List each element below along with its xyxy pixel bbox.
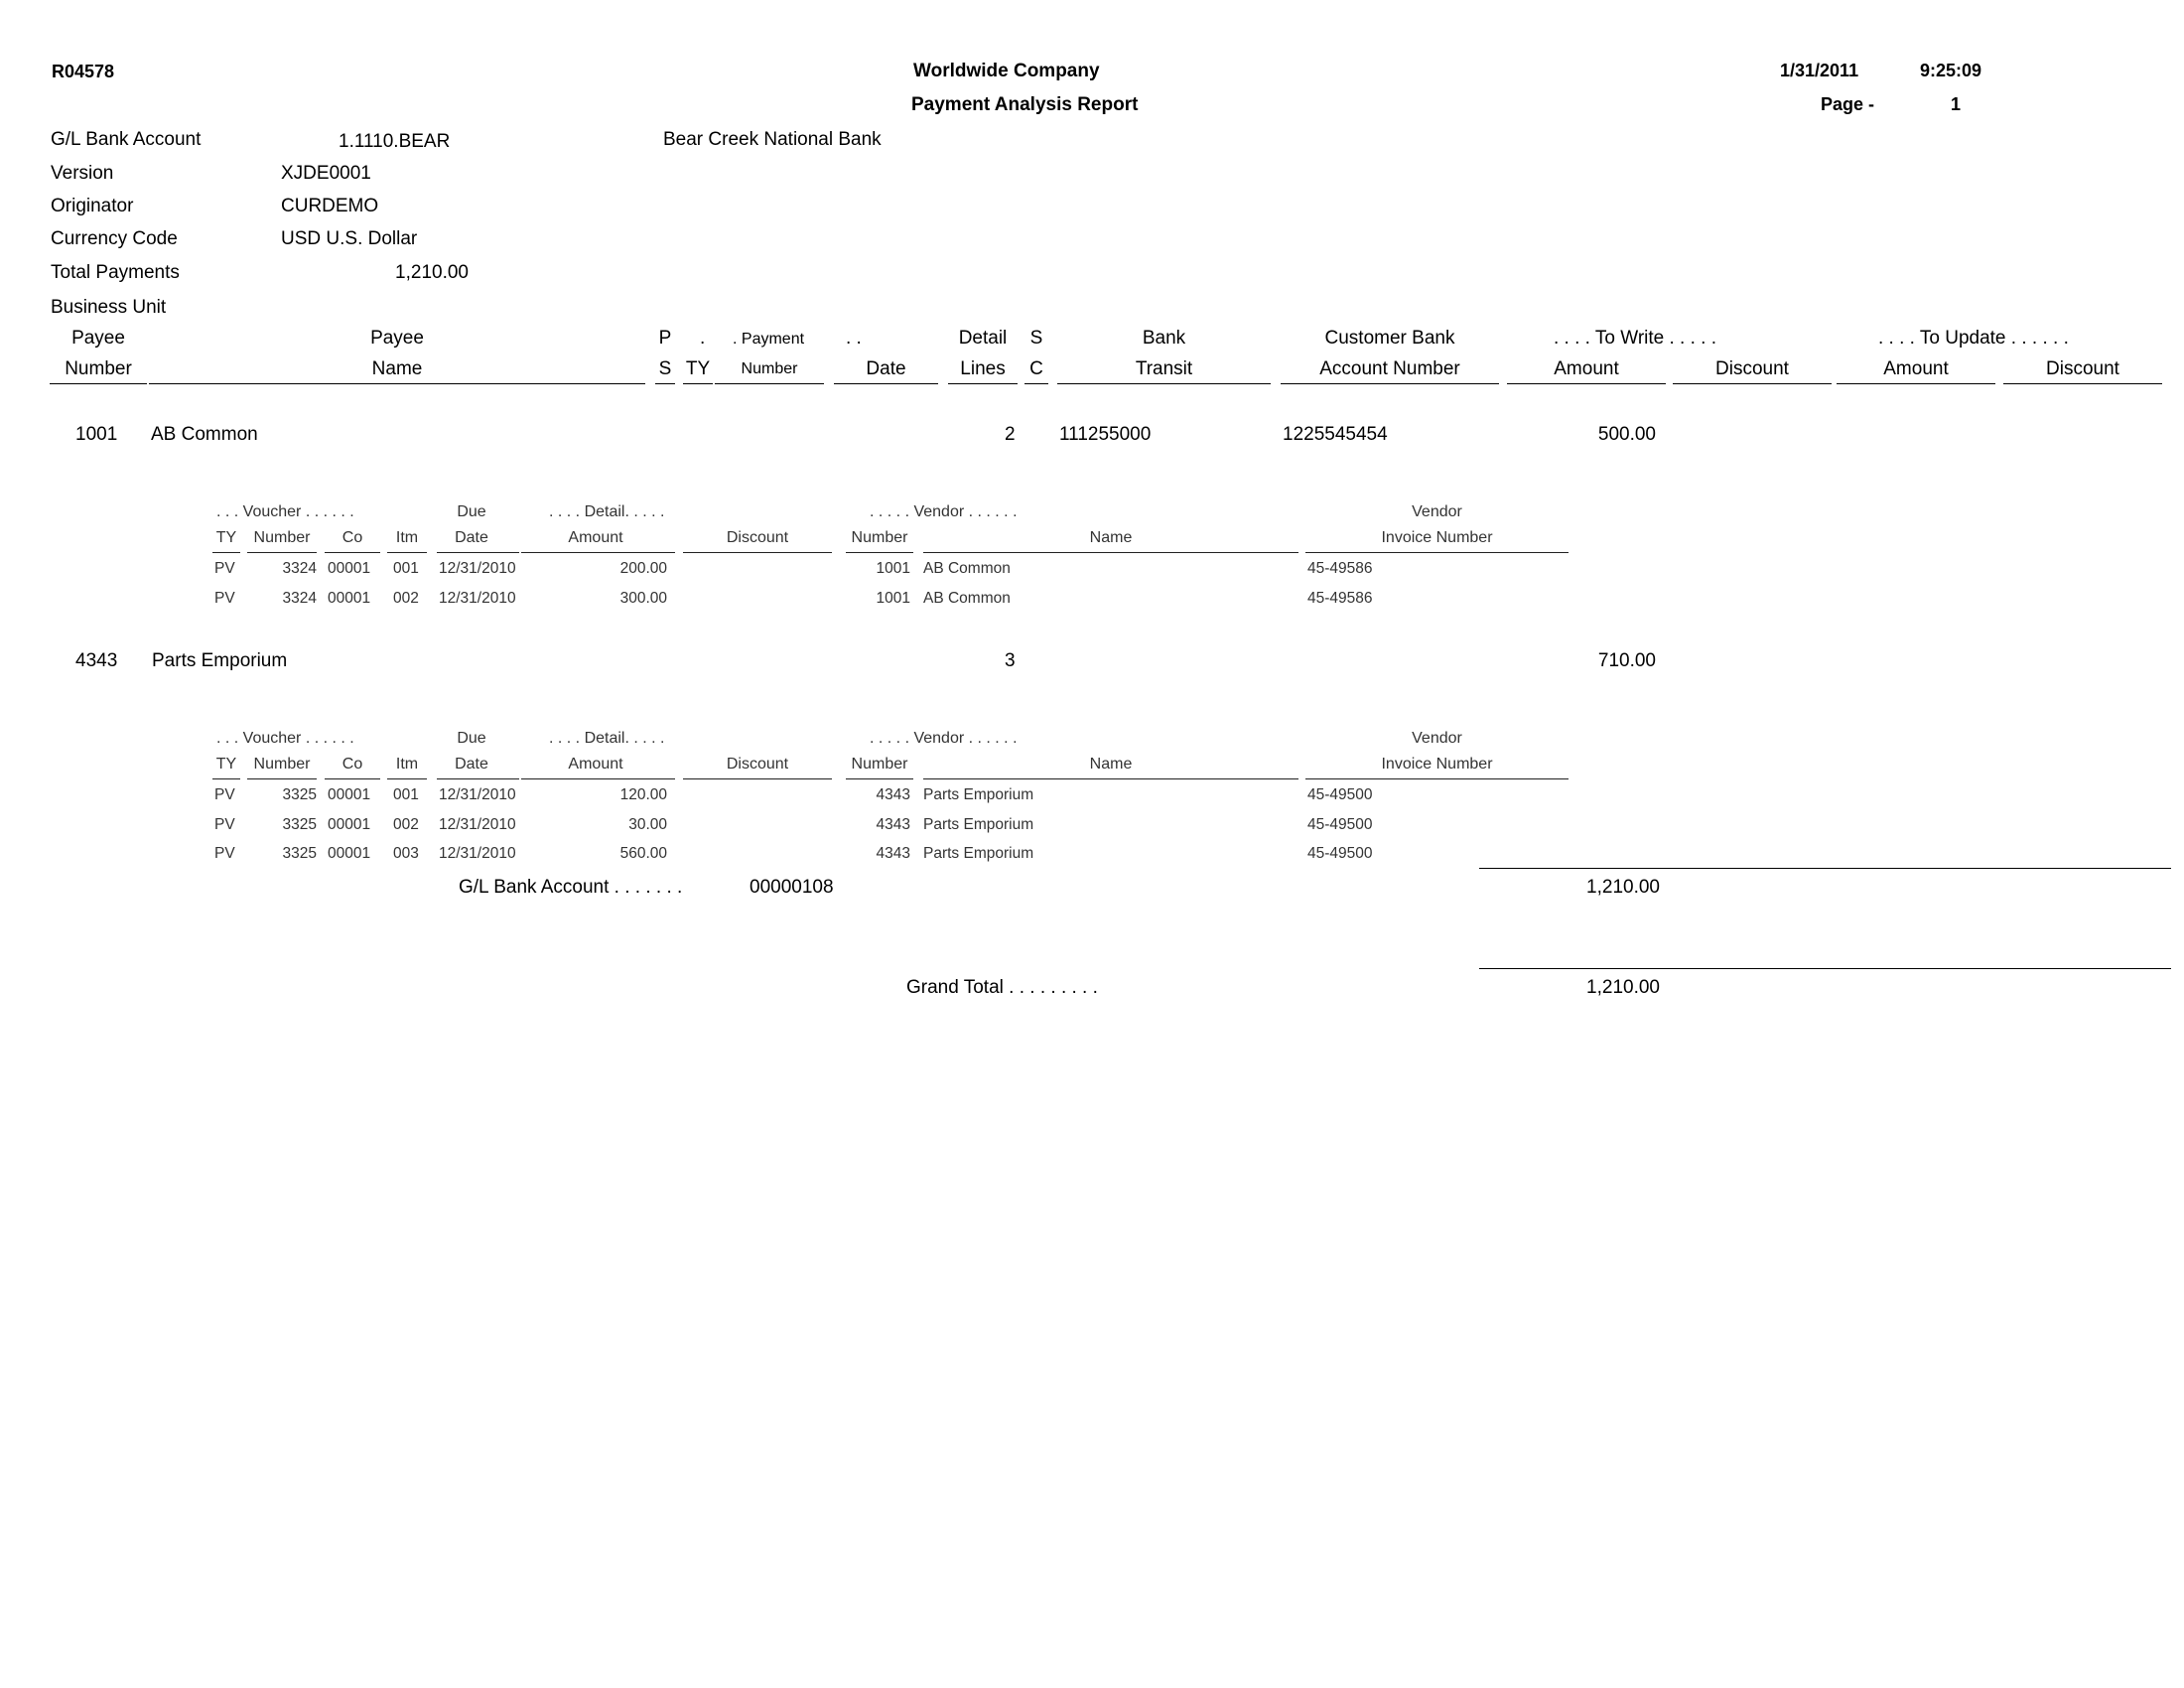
col-customer-bank-top: Customer Bank xyxy=(1324,328,1455,349)
detail-col-ty: TY xyxy=(215,756,237,773)
detail-voucher-top: . . . Voucher . . . . . . xyxy=(216,730,354,747)
detail-vendor-top: . . . . . Vendor . . . . . . xyxy=(870,730,1018,747)
originator-label: Originator xyxy=(51,196,134,216)
detail-number: 3324 xyxy=(282,560,317,577)
detail-vendor-name: Parts Emporium xyxy=(923,845,1034,862)
rule xyxy=(1057,383,1271,384)
detail-number: 3325 xyxy=(282,786,317,803)
rule xyxy=(655,383,675,384)
detail-co: 00001 xyxy=(328,590,371,607)
col-update-amount: Amount xyxy=(1883,358,1949,379)
rule xyxy=(683,778,832,779)
detail-number: 3325 xyxy=(282,816,317,833)
detail-voucher-top: . . . Voucher . . . . . . xyxy=(216,503,354,520)
detail-col-name: Name xyxy=(1089,756,1133,773)
col-ty: TY xyxy=(685,358,711,379)
detail-vendor-name: Parts Emporium xyxy=(923,816,1034,833)
col-payee-top: Payee xyxy=(71,328,125,349)
business-unit-label: Business Unit xyxy=(51,297,167,318)
col-payee-name-top: Payee xyxy=(370,328,424,349)
detail-col-discount: Discount xyxy=(726,529,789,546)
detail-vendor-number: 4343 xyxy=(876,845,910,862)
page-label: Page - xyxy=(1821,94,1875,114)
col-payment-top: . Payment xyxy=(733,331,805,348)
col-payee-name: Name xyxy=(371,358,423,379)
payee-number: 4343 xyxy=(75,650,118,671)
rule xyxy=(325,778,380,779)
detail-vendor-name: Parts Emporium xyxy=(923,786,1034,803)
payee-detail-lines: 3 xyxy=(1005,650,1016,671)
rule xyxy=(247,552,317,553)
rule xyxy=(683,383,713,384)
detail-col-co: Co xyxy=(341,529,363,546)
currency-code-value: USD U.S. Dollar xyxy=(281,228,418,249)
detail-vendor-number: 1001 xyxy=(876,560,910,577)
rule xyxy=(387,778,427,779)
col-bank-top: Bank xyxy=(1142,328,1186,349)
detail-date: 12/31/2010 xyxy=(439,816,516,833)
gl-bank-total-code: 00000108 xyxy=(750,877,834,898)
report-id: R04578 xyxy=(52,62,115,81)
rule xyxy=(521,552,675,553)
payee-customer-account: 1225545454 xyxy=(1283,424,1388,445)
gl-bank-account-label: G/L Bank Account xyxy=(51,129,202,150)
detail-co: 00001 xyxy=(328,845,371,862)
detail-vendor-name: AB Common xyxy=(923,560,1011,577)
detail-detail-top: . . . . Detail. . . . . xyxy=(549,730,665,747)
detail-ty: PV xyxy=(214,590,235,607)
rule xyxy=(2003,383,2162,384)
detail-invoice: 45-49500 xyxy=(1307,786,1373,803)
detail-itm: 002 xyxy=(393,816,419,833)
gl-bank-total-label: G/L Bank Account . . . . . . . xyxy=(459,877,683,898)
gl-bank-account-value: 1.1110.BEAR xyxy=(339,131,451,152)
page-number: 1 xyxy=(1951,94,1962,114)
detail-invoice: 45-49500 xyxy=(1307,816,1373,833)
col-write-discount: Discount xyxy=(1715,358,1789,379)
detail-col-invoice: Invoice Number xyxy=(1381,756,1493,773)
detail-vendor-name: AB Common xyxy=(923,590,1011,607)
detail-itm: 002 xyxy=(393,590,419,607)
payee-amount: 710.00 xyxy=(1597,650,1656,671)
detail-col-number: Number xyxy=(253,529,311,546)
detail-date: 12/31/2010 xyxy=(439,590,516,607)
detail-ty: PV xyxy=(214,560,235,577)
payee-detail-lines: 2 xyxy=(1005,424,1016,445)
detail-vendor-number: 4343 xyxy=(876,786,910,803)
detail-ty: PV xyxy=(214,845,235,862)
detail-itm: 001 xyxy=(393,560,419,577)
rule xyxy=(1024,383,1048,384)
rule xyxy=(683,552,832,553)
col-payment-number: Number xyxy=(741,360,798,377)
rule xyxy=(247,778,317,779)
col-payee-number: Number xyxy=(65,358,132,379)
detail-ty: PV xyxy=(214,816,235,833)
col-to-update: . . . . To Update . . . . . . xyxy=(1878,328,2069,349)
detail-amount: 560.00 xyxy=(619,845,667,862)
col-date: Date xyxy=(866,358,906,379)
col-dots-b: . . xyxy=(846,328,862,349)
payee-name: AB Common xyxy=(151,424,258,445)
detail-number: 3325 xyxy=(282,845,317,862)
rule xyxy=(149,383,645,384)
col-p-top: P xyxy=(658,328,672,349)
detail-date: 12/31/2010 xyxy=(439,845,516,862)
gl-bank-total-amount: 1,210.00 xyxy=(1586,877,1660,898)
detail-col-amount: Amount xyxy=(568,529,623,546)
col-sc-top: S xyxy=(1029,328,1043,349)
detail-col-invoice: Invoice Number xyxy=(1381,529,1493,546)
report-title: Payment Analysis Report xyxy=(911,94,1139,115)
detail-date: 12/31/2010 xyxy=(439,560,516,577)
detail-amount: 300.00 xyxy=(619,590,667,607)
detail-col-discount: Discount xyxy=(726,756,789,773)
total-payments-value: 1,210.00 xyxy=(395,262,469,283)
detail-col-amount: Amount xyxy=(568,756,623,773)
detail-number: 3324 xyxy=(282,590,317,607)
col-dot-a: . xyxy=(700,328,706,349)
detail-col-itm: Itm xyxy=(395,529,419,546)
total-rule xyxy=(1479,868,2171,869)
rule xyxy=(846,778,913,779)
rule xyxy=(1507,383,1666,384)
detail-invoice: 45-49500 xyxy=(1307,845,1373,862)
detail-vendor-number: 4343 xyxy=(876,816,910,833)
total-payments-label: Total Payments xyxy=(51,262,180,283)
detail-itm: 003 xyxy=(393,845,419,862)
detail-itm: 001 xyxy=(393,786,419,803)
col-ps-s: S xyxy=(658,358,672,379)
payee-bank-transit: 111255000 xyxy=(1059,424,1152,445)
detail-col-number: Number xyxy=(253,756,311,773)
rule xyxy=(1837,383,1995,384)
detail-amount: 120.00 xyxy=(619,786,667,803)
detail-col-vnumber: Number xyxy=(851,529,908,546)
detail-vendor-number: 1001 xyxy=(876,590,910,607)
detail-vendor-top: . . . . . Vendor . . . . . . xyxy=(870,503,1018,520)
col-sc-c: C xyxy=(1029,358,1043,379)
payee-amount: 500.00 xyxy=(1597,424,1656,445)
rule xyxy=(212,778,240,779)
grand-total-rule xyxy=(1479,968,2171,969)
rule xyxy=(1305,552,1569,553)
grand-total-label: Grand Total . . . . . . . . . xyxy=(906,977,1098,998)
detail-col-co: Co xyxy=(341,756,363,773)
rule xyxy=(834,383,938,384)
rule xyxy=(387,552,427,553)
rule xyxy=(437,778,519,779)
detail-date: 12/31/2010 xyxy=(439,786,516,803)
detail-co: 00001 xyxy=(328,786,371,803)
rule xyxy=(923,552,1298,553)
detail-invoice: 45-49586 xyxy=(1307,560,1373,577)
rule xyxy=(715,383,824,384)
rule xyxy=(846,552,913,553)
detail-invoice: 45-49586 xyxy=(1307,590,1373,607)
col-to-write: . . . . To Write . . . . . xyxy=(1554,328,1717,349)
currency-code-label: Currency Code xyxy=(51,228,178,249)
rule xyxy=(325,552,380,553)
col-detail-top: Detail xyxy=(958,328,1008,349)
originator-value: CURDEMO xyxy=(281,196,379,216)
detail-col-ty: TY xyxy=(215,529,237,546)
rule xyxy=(948,383,1018,384)
detail-ty: PV xyxy=(214,786,235,803)
detail-vendor-invoice-top: Vendor xyxy=(1412,730,1462,747)
rule xyxy=(50,383,147,384)
rule xyxy=(212,552,240,553)
detail-col-date: Date xyxy=(455,756,488,773)
detail-due-top: Due xyxy=(457,730,486,747)
detail-col-name: Name xyxy=(1089,529,1133,546)
detail-amount: 200.00 xyxy=(619,560,667,577)
detail-col-vnumber: Number xyxy=(851,756,908,773)
bank-name: Bear Creek National Bank xyxy=(663,129,882,150)
rule xyxy=(923,778,1298,779)
rule xyxy=(1305,778,1569,779)
company-name: Worldwide Company xyxy=(913,61,1100,81)
detail-co: 00001 xyxy=(328,816,371,833)
rule xyxy=(437,552,519,553)
payee-name: Parts Emporium xyxy=(152,650,288,671)
col-update-discount: Discount xyxy=(2046,358,2119,379)
detail-vendor-invoice-top: Vendor xyxy=(1412,503,1462,520)
version-label: Version xyxy=(51,163,114,184)
report-time: 9:25:09 xyxy=(1920,61,1982,80)
version-value: XJDE0001 xyxy=(281,163,371,184)
payee-number: 1001 xyxy=(75,424,118,445)
rule xyxy=(521,778,675,779)
col-write-amount: Amount xyxy=(1554,358,1619,379)
detail-due-top: Due xyxy=(457,503,486,520)
detail-amount: 30.00 xyxy=(628,816,667,833)
detail-detail-top: . . . . Detail. . . . . xyxy=(549,503,665,520)
col-account-number: Account Number xyxy=(1319,358,1460,379)
grand-total-amount: 1,210.00 xyxy=(1586,977,1660,998)
detail-col-itm: Itm xyxy=(395,756,419,773)
rule xyxy=(1281,383,1499,384)
col-transit: Transit xyxy=(1135,358,1193,379)
detail-co: 00001 xyxy=(328,560,371,577)
report-date: 1/31/2011 xyxy=(1780,61,1859,80)
detail-col-date: Date xyxy=(455,529,488,546)
rule xyxy=(1673,383,1832,384)
col-lines: Lines xyxy=(960,358,1006,379)
